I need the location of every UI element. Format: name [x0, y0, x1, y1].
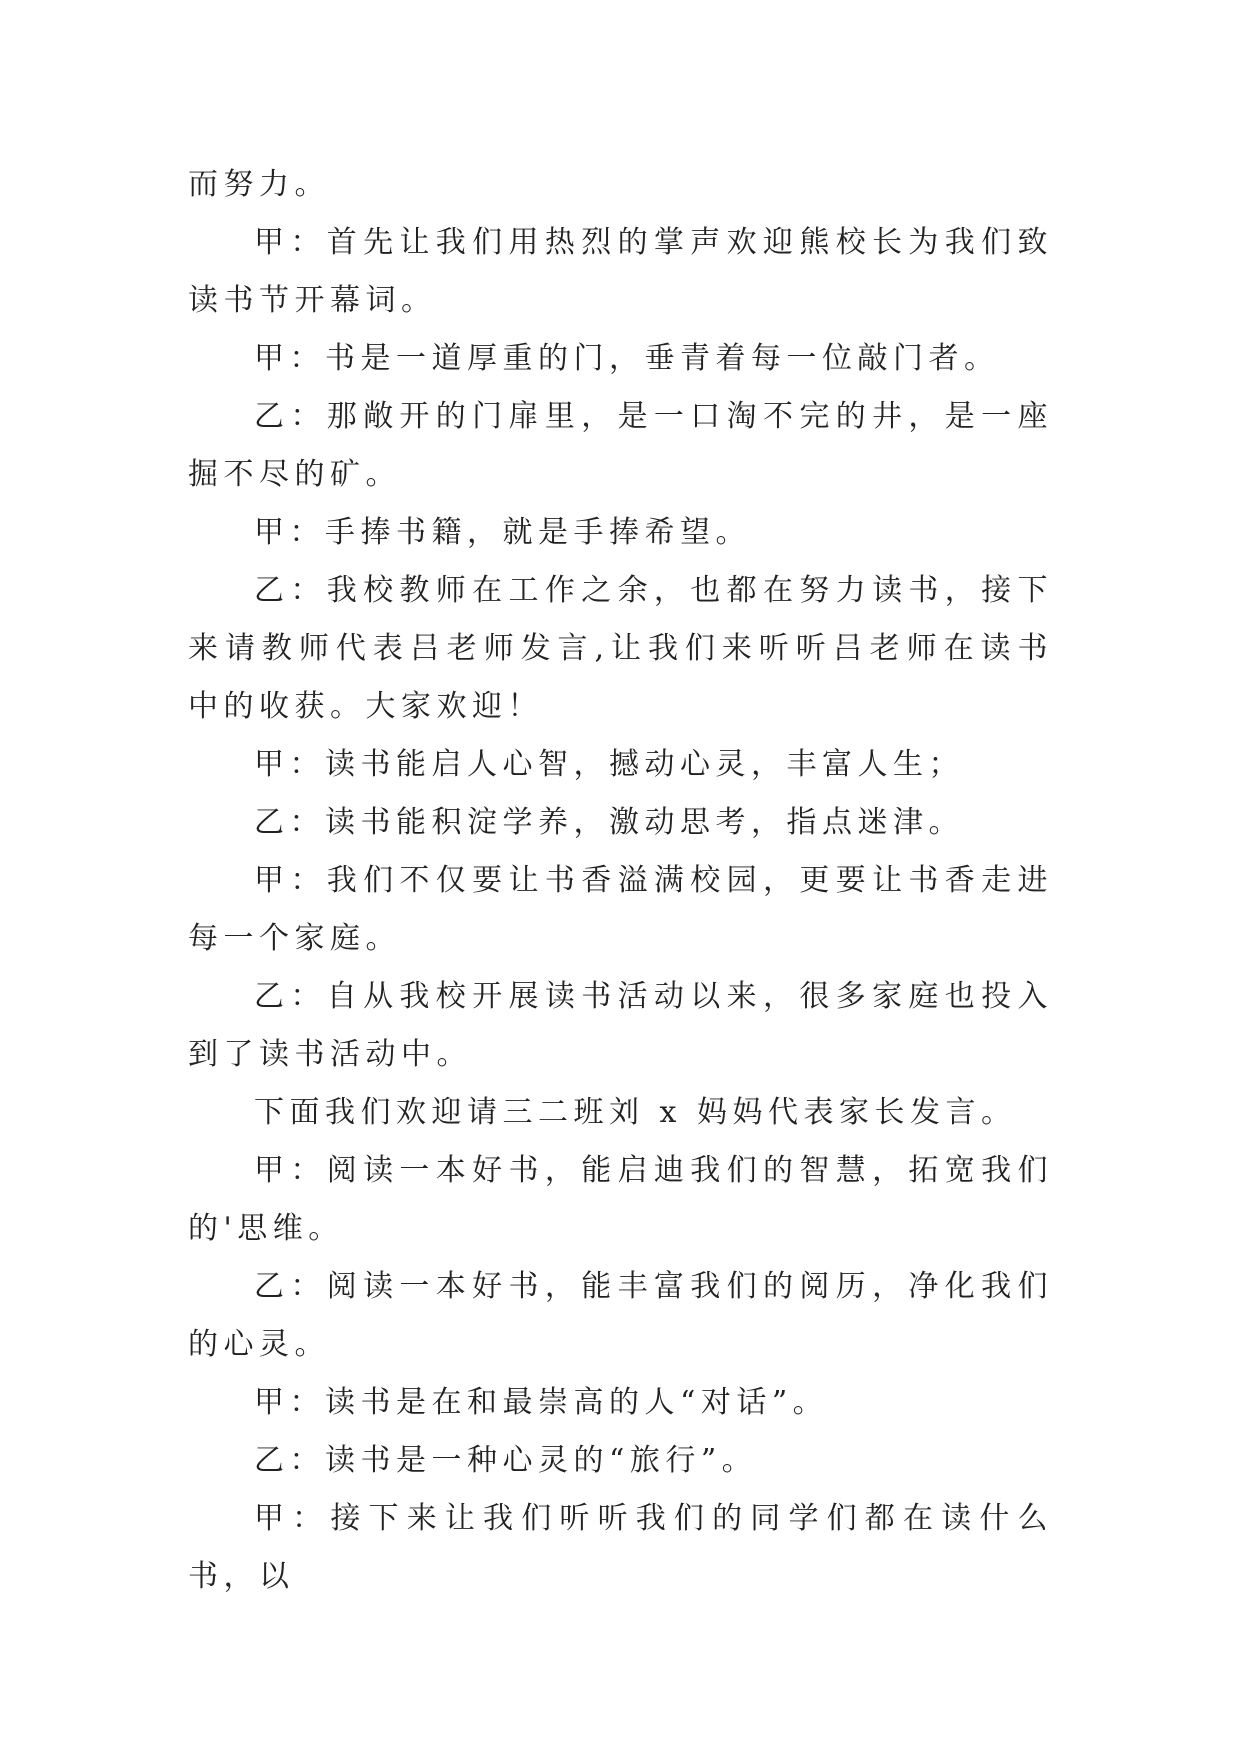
- paragraph: 甲：接下来让我们听听我们的同学们都在读什么书，以: [188, 1501, 1053, 1594]
- paragraph: 乙：那敞开的门扉里，是一口淘不完的井，是一座掘不尽的矿。: [188, 399, 1053, 492]
- paragraph: 甲：我们不仅要让书香溢满校园，更要让书香走进每一个家庭。: [188, 863, 1053, 956]
- paragraph: 乙：我校教师在工作之余，也都在努力读书，接下来请教师代表吕老师发言,让我们来听听吕老师在读书中的收获。大家欢迎！: [188, 573, 1053, 724]
- paragraph: 甲：手捧书籍，就是手捧希望。: [254, 515, 751, 550]
- paragraph: 乙：读书能积淀学养，激动思考，指点迷津。: [254, 805, 964, 840]
- paragraph: 乙：自从我校开展读书活动以来，很多家庭也投入到了读书活动中。: [188, 979, 1053, 1072]
- paragraph: 而努力。: [188, 167, 330, 202]
- paragraph: 甲：首先让我们用热烈的掌声欢迎熊校长为我们致读书节开幕词。: [188, 225, 1053, 318]
- paragraph: 下面我们欢迎请三二班刘 x 妈妈代表家长发言。: [254, 1095, 1017, 1130]
- paragraph: 甲：读书是在和最崇高的人“对话”。: [254, 1385, 829, 1420]
- document-body: [188, 156, 1053, 1606]
- paragraph: 乙：阅读一本好书，能丰富我们的阅历，净化我们的心灵。: [188, 1269, 1053, 1362]
- paragraph: 甲：读书能启人心智，撼动心灵，丰富人生；: [254, 747, 964, 782]
- paragraph: 甲：书是一道厚重的门，垂青着每一位敲门者。: [254, 341, 1000, 376]
- paragraph: 甲：阅读一本好书，能启迪我们的智慧，拓宽我们的'思维。: [188, 1153, 1053, 1246]
- paragraph: 乙：读书是一种心灵的“旅行”。: [254, 1443, 758, 1478]
